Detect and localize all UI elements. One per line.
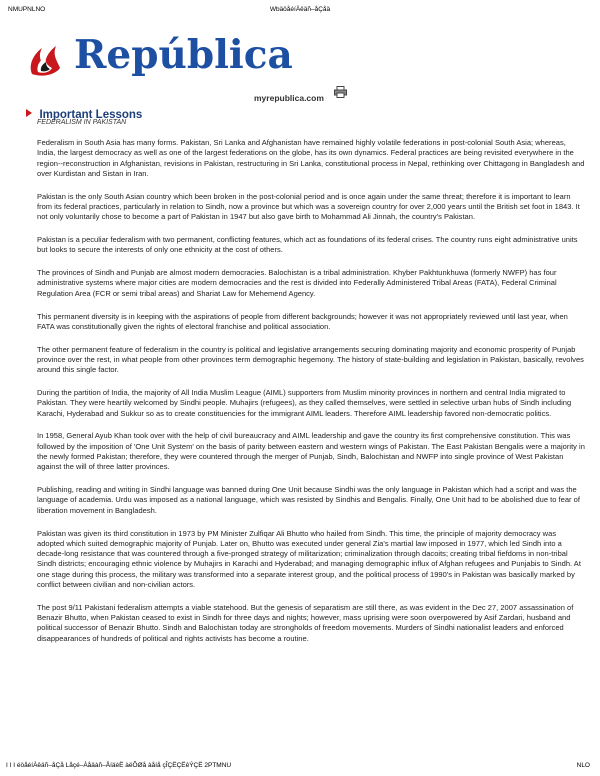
- paragraph: Federalism in South Asia has many forms. Pakistan, Sri Lanka and Afghanistan have remained highly volatile federations in post-colonial South Asia; whereas, India, the largest democracy as well as one of the largest federations on the globe, has its own dynamics. Federal practices are being revisited everywhere in the region--reconstruction in Afghanistan, revisions in Pakistan, restructuring in Sri Lanka, constitutional process in Nepal, rethinking over Chittagong in Bangladesh and over Kurdistan and Sistan in Iran.: [37, 138, 585, 178]
- print-footer-page: NLO: [576, 762, 590, 769]
- article-title: Important Lessons: [39, 109, 143, 121]
- flame-logo-icon: [26, 38, 66, 78]
- paragraph: Pakistan is a peculiar federalism with two permanent, conflicting features, which act as foundations of its federal crises. The country runs eight administrative units but looks to secure the interests of only one ethnicity at the cost of others.: [37, 235, 578, 255]
- paragraph: Publishing, reading and writing in Sindhi language was banned during One Unit because Sindhi was the only language in Pakistan which had a script and was the language of academia. Urdu was imposed as a national language, which was resisted by Sindhis and Bengalis. Finally, One Unit had to be abolished due to fear of liberation movement in Bangladesh.: [37, 485, 580, 515]
- print-header-center: WbäöåéíÀêäñ–åÇåä: [269, 6, 331, 13]
- print-header: [8, 6, 592, 16]
- print-footer: [6, 762, 590, 772]
- paragraph: During the partition of India, the majority of All India Muslim League (AIML) supporters from Muslim minority provinces in northern and central India migrated to Pakistan. They were heartily welcomed by Sindhi people. Muhajirs (refugees), as they called themselves, were settled in selective urban hubs of Sindh including Karachi, Hyderabad and Sukkur so as to create constituencies for the immigrant AIML leaders. Therefore AIML leadership favored non-democratic politics.: [37, 388, 572, 418]
- article-body: [37, 138, 585, 656]
- print-header-left: NMUPNLNO: [8, 6, 46, 13]
- bullet-arrow-icon: [26, 109, 32, 117]
- paragraph: The post 9/11 Pakistani federalism attempts a viable statehood. But the genesis of separatism are still there, as was evident in the Dec 27, 2007 assassination of Benazir Bhutto, when Pakistan ceased to exist in Sindh for three days and nights; however, mass uprising were soon overpowered by Asif Zardari, husband and political successor of Benazir Bhutto. Sindh and Balochistan today are strongholds of freedom movements. Murders of Sindhi nationalist leaders and enforced disappearances of hundreds of political and rights activists has become a routine.: [37, 602, 574, 643]
- site-url[interactable]: myrepublica.com: [254, 93, 324, 103]
- paragraph: Pakistan was given its third constitution in 1973 by PM Minister Zulfiqar Ali Bhutto who hailed from Sindh. This time, the principle of majority democracy was adopted which suited demographic majority of Punjab. Later on, Bhutto was executed under general Zia's martial law imposed in 1977, which led Sindh into a decade-long resistance that was countered through a five-pronged strategy of militarization; criminalization through dacoits; creating tribal fiefdoms in non-tribal Sindh districts; encouraging ethnic violence by Muhajirs in Karachi and Hyderabad; and managing demographic influx of Afghan refugees and Punjabis to Sindh. At one stage during this process, the military was transformed into a separate interest group, and the political process of 1990's in Pakistan was basically marked by conflict between civilian and non-civilian actors.: [37, 528, 581, 589]
- paragraph: This permanent diversity is in keeping with the aspirations of people from different backgrounds; however it was not appropriately reviewed until last year, when FATA was constitutionally given the rights of electoral franchise and political association.: [37, 311, 568, 331]
- paragraph: The provinces of Sindh and Punjab are almost modern democracies. Balochistan is a tribal administration. Khyber Pakhtunkhuwa (formerly NWFP) has four administrative systems where major cities are modern democracies and the rest is divided into Federally Administered Tribal Areas (FATA), Federal Criminal Regulation Area (FCR or semi tribal areas) and Shariat Law for Mehemend Agency.: [37, 268, 557, 298]
- paragraph: Pakistan is the only South Asian country which been broken in the post-colonial period and is once again under the same threat; therefore it is important to learn from its federal practices, particularly in relation to Sindh, now a province but which was a sovereign country for over 2,000 years until the British set foot in 1843. It not only voluntarily chose to become a part of Pakistan in 1947 but also gave birth to Mohammad Ali Jinnah, the country's Pakistan.: [37, 191, 580, 222]
- print-icon[interactable]: [334, 86, 347, 98]
- paragraph: In 1958, General Ayub Khan took over with the help of civil bureaucracy and AIML leadership and gave the country its first comprehensive constitution. This was followed by the imposition of 'One Unit System' on the basis of parity between eastern and western wings of Pakistan. The East Pakistan Bengalis were a majority in the newly formed Pakistan; therefore, they were countered through the merger of Punjab, Sindh, Balochistan and NWFP into single province of West Pakistan against the will of three latter provinces.: [37, 431, 585, 472]
- article-subtitle: FEDERALISM IN PAKISTAN: [37, 119, 127, 126]
- site-logo[interactable]: República: [74, 32, 293, 78]
- paragraph: The other permanent feature of federalism in the country is political and legislative arrangements securing dominating majority and economic prosperity of Punjab province over the rest, in what people from other provinces term demographic hegemony. The history of state-building and legislation in Pakistan, basically, revolves around this single factor.: [37, 344, 584, 375]
- print-footer-url: I I I éöåéíÀêäñ–åÇå Låçé–Àåäàñ–ÅíäéË àëÕØå àåíå çÎÇËÇËêÝÇË 2PTMNU: [6, 762, 232, 769]
